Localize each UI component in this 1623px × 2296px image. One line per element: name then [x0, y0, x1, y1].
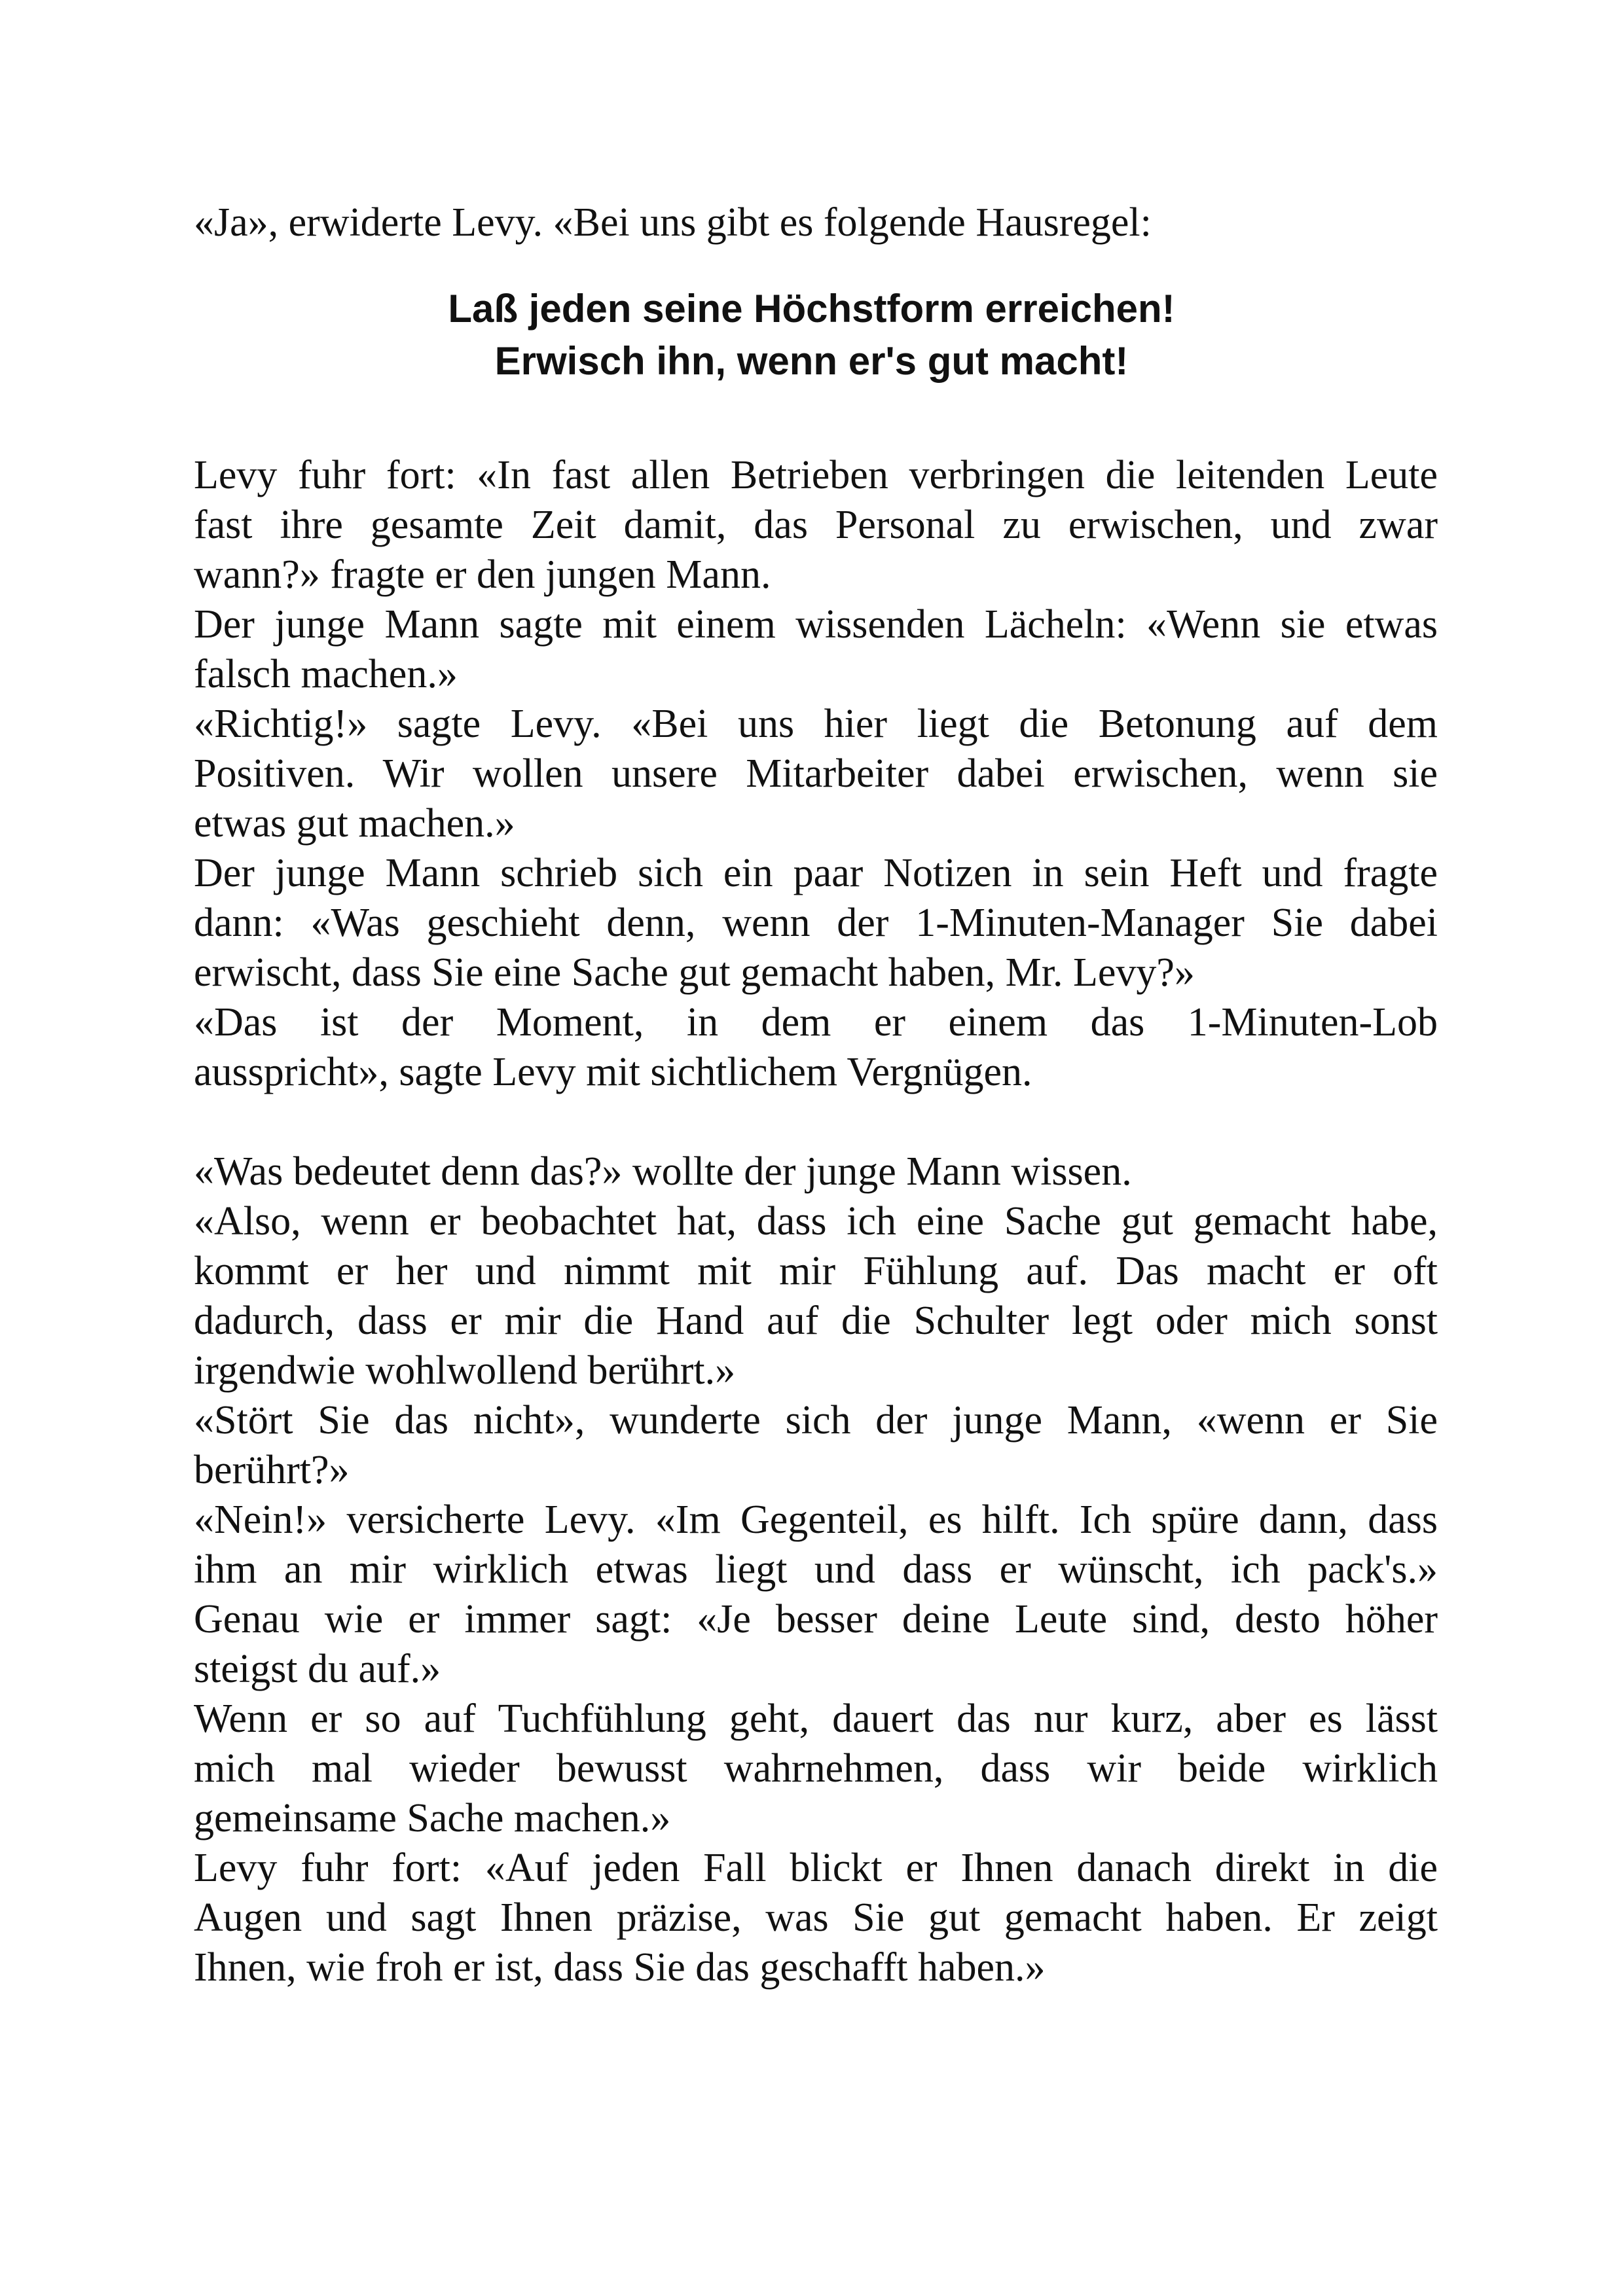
text-line: fast ihre gesamte Zeit damit, das Personal zu erwischen, und zwar	[194, 503, 1438, 547]
intro-line: «Ja», erwiderte Levy. «Bei uns gibt es folgende Hausregel:	[194, 200, 1152, 245]
text-line: Augen und sagt Ihnen präzise, was Sie gut gemacht haben. Er zeigt	[194, 1895, 1438, 1940]
text-line: steigst du auf.»	[194, 1647, 441, 1691]
text-line: erwischt, dass Sie eine Sache gut gemacht haben, Mr. Levy?»	[194, 950, 1195, 995]
text-line: «Was bedeutet denn das?» wollte der junge Mann wissen.	[194, 1149, 1132, 1194]
text-line: Genau wie er immer sagt: «Je besser deine Leute sind, desto höher	[194, 1597, 1438, 1641]
intro-paragraph	[194, 198, 1438, 247]
text-line: Levy fuhr fort: «In fast allen Betrieben verbringen die leitenden Leute	[194, 453, 1438, 497]
text-line: gemeinsame Sache machen.»	[194, 1796, 671, 1840]
text-line: kommt er her und nimmt mit mir Fühlung auf. Das macht er oft	[194, 1249, 1438, 1293]
text-line: Wenn er so auf Tuchfühlung geht, dauert das nur kurz, aber es lässt	[194, 1696, 1438, 1741]
text-line: dadurch, dass er mir die Hand auf die Schulter legt oder mich sonst	[194, 1299, 1438, 1343]
text-line: wann?» fragte er den jungen Mann.	[194, 552, 771, 597]
text-line: etwas gut machen.»	[194, 801, 515, 846]
text-line: «Nein!» versicherte Levy. «Im Gegenteil, es hilft. Ich spüre dann, dass	[194, 1498, 1438, 1542]
dialogue-block-1	[194, 450, 1438, 1097]
text-line: berührt?»	[194, 1448, 350, 1492]
dialogue-block-2	[194, 1147, 1438, 1992]
text-line: «Richtig!» sagte Levy. «Bei uns hier liegt die Betonung auf dem	[194, 702, 1438, 746]
text-line: dann: «Was geschieht denn, wenn der 1-Minuten-Manager Sie dabei	[194, 901, 1438, 945]
text-line: «Also, wenn er beobachtet hat, dass ich eine Sache gut gemacht habe,	[194, 1199, 1438, 1244]
text-line: ausspricht», sagte Levy mit sichtlichem Vergnügen.	[194, 1050, 1032, 1094]
text-line: irgendwie wohlwollend berührt.»	[194, 1348, 736, 1393]
text-line: Positiven. Wir wollen unsere Mitarbeiter dabei erwischen, wenn sie	[194, 751, 1438, 796]
text-line: Der junge Mann sagte mit einem wissenden Lächeln: «Wenn sie etwas	[194, 602, 1438, 647]
house-rule-line-1: Laß jeden seine Höchstform erreichen!	[448, 287, 1175, 331]
text-line: ihm an mir wirklich etwas liegt und dass er wünscht, ich pack's.»	[194, 1547, 1438, 1592]
text-line: Ihnen, wie froh er ist, dass Sie das geschafft haben.»	[194, 1945, 1046, 1990]
text-line: Levy fuhr fort: «Auf jeden Fall blickt er Ihnen danach direkt in die	[194, 1846, 1438, 1890]
house-rule-line-2: Erwisch ihn, wenn er's gut macht!	[494, 339, 1129, 383]
text-line: mich mal wieder bewusst wahrnehmen, dass wir beide wirklich	[194, 1746, 1438, 1791]
text-line: «Stört Sie das nicht», wunderte sich der junge Mann, «wenn er Sie	[194, 1398, 1438, 1443]
text-line: Der junge Mann schrieb sich ein paar Notizen in sein Heft und fragte	[194, 851, 1438, 895]
text-line: «Das ist der Moment, in dem er einem das 1-Minuten-Lob	[194, 1000, 1438, 1045]
text-line: falsch machen.»	[194, 652, 458, 696]
